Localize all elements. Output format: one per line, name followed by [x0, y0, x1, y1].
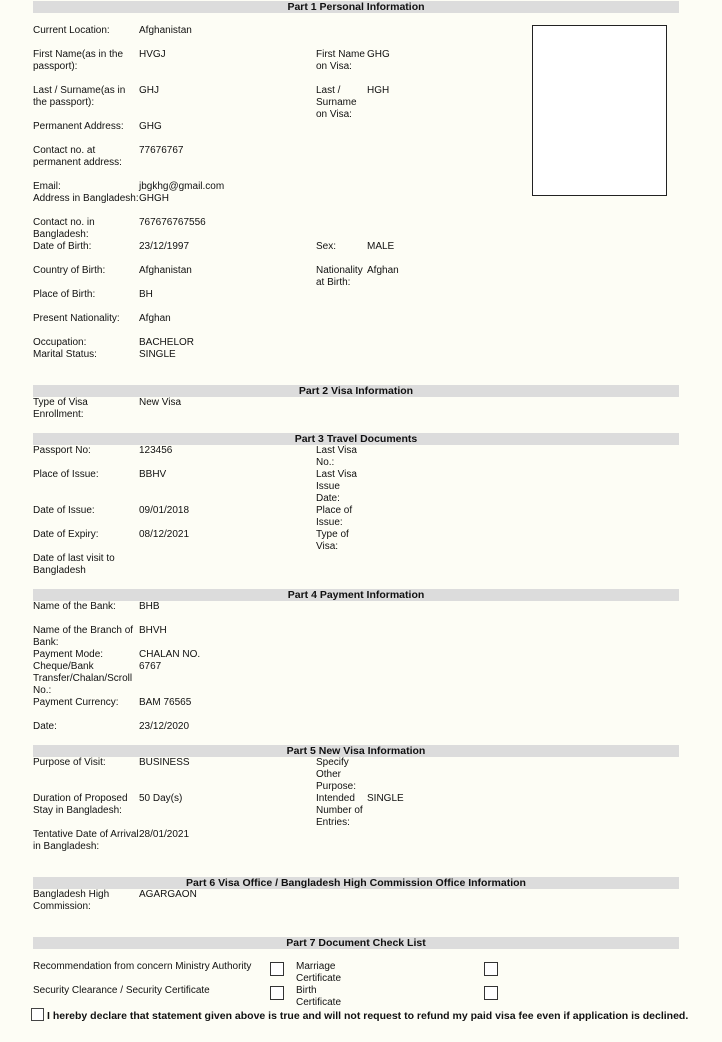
- nationality-birth-label: Nationality at Birth:: [316, 265, 363, 288]
- currency-value: BAM 76565: [139, 697, 192, 708]
- duration-value: 50 Day(s): [139, 793, 183, 804]
- checklist-item-birth: Birth Certificate: [296, 985, 342, 1008]
- purpose-label: Purpose of Visit:: [33, 757, 106, 768]
- first-name-visa-value: GHG: [367, 49, 390, 60]
- last-visit-label: Date of last visit to Bangladesh: [33, 553, 115, 576]
- last-visa-issue-label: Last Visa Issue Date:: [316, 469, 357, 504]
- part6-header: Part 6 Visa Office / Bangladesh High Commission Office Information: [33, 877, 679, 889]
- country-birth-value: Afghanistan: [139, 265, 192, 276]
- checklist-item-security: Security Clearance / Security Certificate: [33, 985, 210, 996]
- cheque-value: 6767: [139, 661, 162, 672]
- email-label: Email:: [33, 181, 61, 192]
- checklist-item-recommendation: Recommendation from concern Ministry Authority: [33, 961, 252, 972]
- first-name-label: First Name(as in the passport):: [33, 49, 124, 72]
- date-expiry-label: Date of Expiry:: [33, 529, 99, 540]
- contact-bd-value: 767676767556: [139, 217, 206, 228]
- sex-value: MALE: [367, 241, 395, 252]
- checkbox-recommendation[interactable]: [270, 962, 284, 976]
- place-issue2-label: Place of Issue:: [316, 505, 353, 528]
- part5-header: Part 5 New Visa Information: [33, 745, 679, 757]
- contact-bd-label: Contact no. in Bangladesh:: [33, 217, 95, 240]
- marital-label: Marital Status:: [33, 349, 97, 360]
- entries-value: SINGLE: [367, 793, 404, 804]
- sex-label: Sex:: [316, 241, 337, 252]
- passport-value: 123456: [139, 445, 173, 456]
- checkbox-birth[interactable]: [484, 986, 498, 1000]
- commission-label: Bangladesh High Commission:: [33, 889, 110, 912]
- part3-header: Part 3 Travel Documents: [33, 433, 679, 445]
- duration-label: Duration of Proposed Stay in Bangladesh:: [33, 793, 128, 816]
- photo-box: [532, 25, 667, 196]
- first-name-visa-label: First Name on Visa:: [316, 49, 365, 72]
- dob-label: Date of Birth:: [33, 241, 92, 252]
- bank-value: BHB: [139, 601, 160, 612]
- other-purpose-label: Specify Other Purpose:: [316, 757, 357, 792]
- payment-mode-label: Payment Mode:: [33, 649, 104, 660]
- present-nationality-label: Present Nationality:: [33, 313, 120, 324]
- arrival-value: 28/01/2021: [139, 829, 190, 840]
- marital-value: SINGLE: [139, 349, 176, 360]
- place-issue-label: Place of Issue:: [33, 469, 99, 480]
- occupation-label: Occupation:: [33, 337, 87, 348]
- declaration-text: I hereby declare that statement given above is true and will not request to refund my paid visa fee even if application is declined.: [47, 1010, 689, 1022]
- declaration-checkbox[interactable]: [31, 1008, 44, 1021]
- address-bd-label: Address in Bangladesh:: [33, 193, 139, 204]
- last-name-visa-value: HGH: [367, 85, 390, 96]
- place-issue-value: BBHV: [139, 469, 167, 480]
- passport-label: Passport No:: [33, 445, 91, 456]
- nationality-birth-value: Afghan: [367, 265, 399, 276]
- first-name-value: HVGJ: [139, 49, 166, 60]
- date-issue-label: Date of Issue:: [33, 505, 95, 516]
- part1-header: Part 1 Personal Information: [33, 1, 679, 13]
- checklist-item-marriage: Marriage Certificate: [296, 961, 342, 984]
- last-name-value: GHJ: [139, 85, 159, 96]
- occupation-value: BACHELOR: [139, 337, 195, 348]
- last-name-label: Last / Surname(as in the passport):: [33, 85, 126, 108]
- purpose-value: BUSINESS: [139, 757, 190, 768]
- payment-mode-value: CHALAN NO.: [139, 649, 201, 660]
- country-birth-label: Country of Birth:: [33, 265, 106, 276]
- dob-value: 23/12/1997: [139, 241, 190, 252]
- branch-label: Name of the Branch of Bank:: [33, 625, 134, 648]
- checkbox-marriage[interactable]: [484, 962, 498, 976]
- current-location-value: Afghanistan: [139, 25, 192, 36]
- payment-date-value: 23/12/2020: [139, 721, 190, 732]
- date-issue-value: 09/01/2018: [139, 505, 190, 516]
- contact-permanent-value: 77676767: [139, 145, 184, 156]
- arrival-label: Tentative Date of Arrival in Bangladesh:: [33, 829, 139, 852]
- visa-type-label: Type of Visa Enrollment:: [33, 397, 88, 420]
- email-value: jbgkhg@gmail.com: [139, 181, 225, 192]
- address-bd-value: GHGH: [139, 193, 169, 204]
- branch-value: BHVH: [139, 625, 167, 636]
- place-birth-value: BH: [139, 289, 153, 300]
- place-birth-label: Place of Birth:: [33, 289, 96, 300]
- contact-permanent-label: Contact no. at permanent address:: [33, 145, 122, 168]
- permanent-address-value: GHG: [139, 121, 162, 132]
- type-visa-label: Type of Visa:: [316, 529, 349, 552]
- last-name-visa-label: Last / Surname on Visa:: [316, 85, 357, 120]
- visa-type-value: New Visa: [139, 397, 182, 408]
- bank-label: Name of the Bank:: [33, 601, 116, 612]
- commission-value: AGARGAON: [139, 889, 197, 900]
- cheque-label: Cheque/Bank Transfer/Chalan/Scroll No.:: [33, 661, 133, 696]
- entries-label: Intended Number of Entries:: [316, 793, 363, 828]
- declaration: [31, 1008, 721, 1022]
- currency-label: Payment Currency:: [33, 697, 119, 708]
- checklist: [0, 960, 722, 1008]
- checkbox-security[interactable]: [270, 986, 284, 1000]
- last-visa-no-label: Last Visa No.:: [316, 445, 357, 468]
- permanent-address-label: Permanent Address:: [33, 121, 124, 132]
- current-location-label: Current Location:: [33, 25, 110, 36]
- date-expiry-value: 08/12/2021: [139, 529, 190, 540]
- present-nationality-value: Afghan: [139, 313, 171, 324]
- part7-header: Part 7 Document Check List: [33, 937, 679, 949]
- part2-header: Part 2 Visa Information: [33, 385, 679, 397]
- part4-header: Part 4 Payment Information: [33, 589, 679, 601]
- payment-date-label: Date:: [33, 721, 57, 732]
